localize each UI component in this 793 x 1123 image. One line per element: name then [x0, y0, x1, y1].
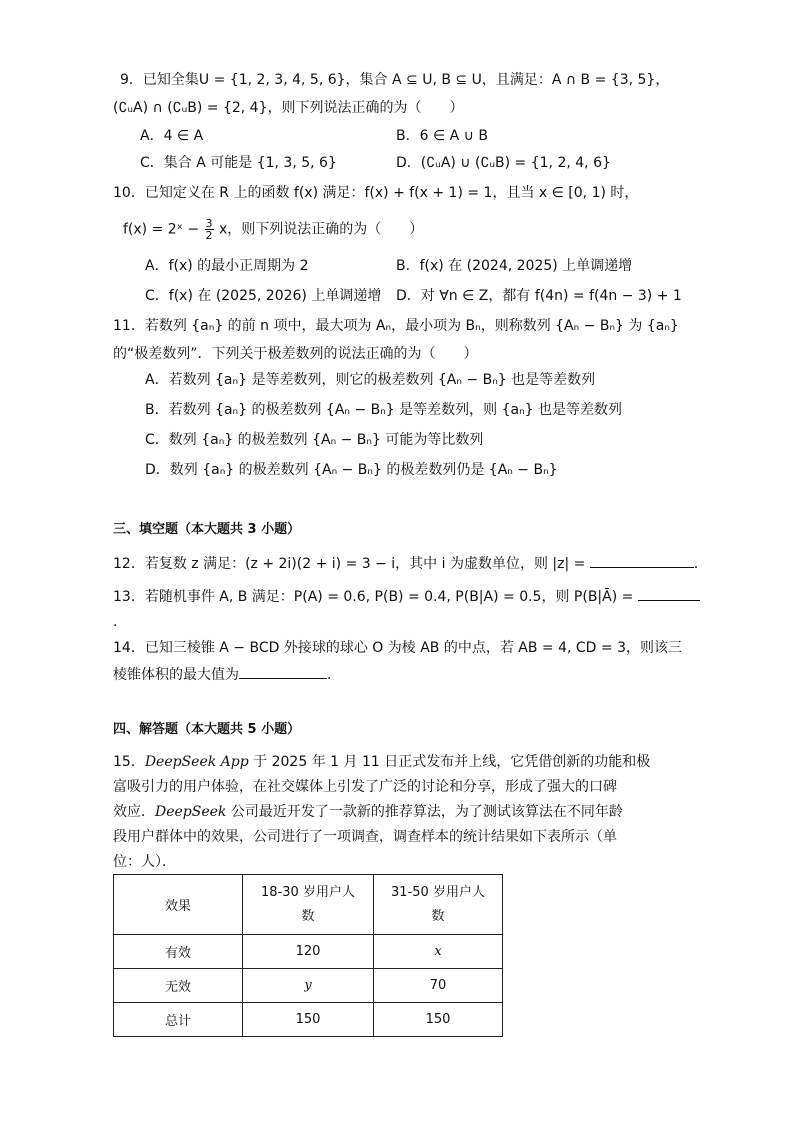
table-header-31-50-l2: 数	[431, 908, 445, 924]
table-header-18-30-l1: 18-30 岁用户人	[261, 884, 355, 900]
table-cell: 150	[243, 1003, 374, 1037]
q12-answer-blank[interactable]	[590, 553, 694, 568]
table-row	[114, 969, 503, 1003]
q10-line2-pre: f(x) = 2ˣ −	[123, 221, 200, 238]
q10-option-a: A．f(x) 的最小正周期为 2	[145, 258, 309, 274]
table-cell: 有效	[114, 935, 243, 969]
q9-line1: 9．已知全集U = {1, 2, 3, 4, 5, 6}，集合 A ⊆ U, B ⊆ U，且满足：A ∩ B = {3, 5}，	[120, 72, 670, 88]
table-cell: y	[243, 969, 374, 1003]
table-cell: 120	[243, 935, 374, 969]
section-fill-in-title: 三、填空题（本大题共 3 小题）	[113, 522, 301, 537]
q13-text: 13．若随机事件 A, B 满足：P(A) = 0.6, P(B) = 0.4, P(B|A) = 0.5，则 P(B|Ā) =	[113, 589, 634, 605]
table-header-effect: 效果	[114, 875, 243, 935]
q14-line2	[113, 664, 341, 685]
q15-number: 15．	[113, 754, 145, 770]
q10-line1: 10．已知定义在 R 上的函数 f(x) 满足：f(x) + f(x + 1) = 1，且当 x ∈ [0, 1) 时，	[113, 185, 639, 201]
q11-option-a: A．若数列 {aₙ} 是等差数列，则它的极差数列 {Aₙ − Bₙ} 也是等差数列	[145, 372, 596, 388]
q11-option-c: C．数列 {aₙ} 的极差数列 {Aₙ − Bₙ} 可能为等比数列	[145, 432, 484, 448]
section-solution-title: 四、解答题（本大题共 5 小题）	[113, 722, 301, 737]
q12-text: 12．若复数 z 满足：(z + 2i)(2 + i) = 3 − i，其中 i 为虚数单位，则 |z| =	[113, 556, 586, 572]
table-row	[114, 935, 503, 969]
table-header-row	[114, 875, 503, 935]
q13-line	[113, 586, 700, 607]
q11-option-d: D．数列 {aₙ} 的极差数列 {Aₙ − Bₙ} 的极差数列仍是 {Aₙ − Bₙ}	[145, 462, 558, 478]
q15-app-name: DeepSeek App	[144, 754, 249, 770]
q10-option-c: C．f(x) 在 (2025, 2026) 上单调递增	[145, 288, 382, 304]
q10-line2	[123, 218, 423, 241]
q11-line2: 的“极差数列”．下列关于极差数列的说法正确的为（ ）	[113, 346, 478, 362]
q12-end: ．	[693, 556, 708, 572]
table-header-31-50-l1: 31-50 岁用户人	[391, 884, 485, 900]
table-cell: x	[374, 935, 503, 969]
table-cell: 70	[374, 969, 503, 1003]
q15-line4: 段用户群体中的效果，公司进行了一项调查，调查样本的统计结果如下表所示（单	[113, 829, 617, 845]
q15-line2: 富吸引力的用户体验，在社交媒体上引发了广泛的讨论和分享，形成了强大的口碑	[113, 779, 617, 795]
q15-line1-rest: 于 2025 年 1 月 11 日正式发布并上线，它凭借创新的功能和极	[248, 754, 651, 770]
q15-line3-rest: 公司最近开发了一款新的推荐算法，为了测试该算法在不同年龄	[226, 804, 623, 820]
table-header-18-30	[243, 875, 374, 935]
q15-company-name: DeepSeek	[155, 804, 227, 820]
q11-line1: 11．若数列 {aₙ} 的前 n 项中，最大项为 Aₙ，最小项为 Bₙ，则称数列 {Aₙ − Bₙ} 为 {aₙ}	[113, 318, 679, 334]
table-header-18-30-l2: 数	[301, 908, 315, 924]
q15-line5: 位：人）．	[113, 854, 176, 870]
q9-option-d: D．(∁ᵤA) ∪ (∁ᵤB) = {1, 2, 4, 6}	[396, 155, 611, 171]
table-header-31-50	[374, 875, 503, 935]
q15-line3	[113, 802, 623, 822]
q10-fraction	[205, 218, 214, 241]
q9-option-a: A．4 ∈ A	[140, 128, 204, 144]
q9-line2: (∁ᵤA) ∩ (∁ᵤB) = {2, 4}，则下列说法正确的为（ ）	[113, 100, 464, 116]
table-cell: 无效	[114, 969, 243, 1003]
table-cell: 150	[374, 1003, 503, 1037]
q9-option-b: B．6 ∈ A ∪ B	[396, 128, 488, 144]
q12-line	[113, 553, 708, 574]
q10-frac-den: 2	[205, 229, 213, 242]
q10-frac-num: 3	[205, 217, 213, 230]
q15-line1	[113, 752, 650, 772]
q9-option-c: C．集合 A 可能是 {1, 3, 5, 6}	[140, 155, 337, 171]
survey-table	[113, 874, 503, 1037]
q10-option-b: B．f(x) 在 (2024, 2025) 上单调递增	[396, 258, 633, 274]
q14-text: 棱锥体积的最大值为	[113, 667, 239, 683]
table-cell: 总计	[114, 1003, 243, 1037]
q11-option-b: B．若数列 {aₙ} 的极差数列 {Aₙ − Bₙ} 是等差数列，则 {aₙ} 也是等差数列	[145, 402, 623, 418]
q10-line2-post: x，则下列说法正确的为（ ）	[218, 221, 424, 238]
q15-line3-start: 效应．	[113, 804, 155, 820]
q14-answer-blank[interactable]	[239, 664, 327, 679]
q13-answer-blank[interactable]	[638, 586, 700, 601]
q10-option-d: D．对 ∀n ∈ Z，都有 f(4n) = f(4n − 3) + 1	[396, 288, 682, 304]
q14-end: ．	[327, 667, 341, 683]
q13-end: ．	[113, 614, 127, 630]
table-row	[114, 1003, 503, 1037]
q14-line1: 14．已知三棱锥 A − BCD 外接球的球心 O 为棱 AB 的中点，若 AB = 4, CD = 3，则该三	[113, 640, 683, 656]
